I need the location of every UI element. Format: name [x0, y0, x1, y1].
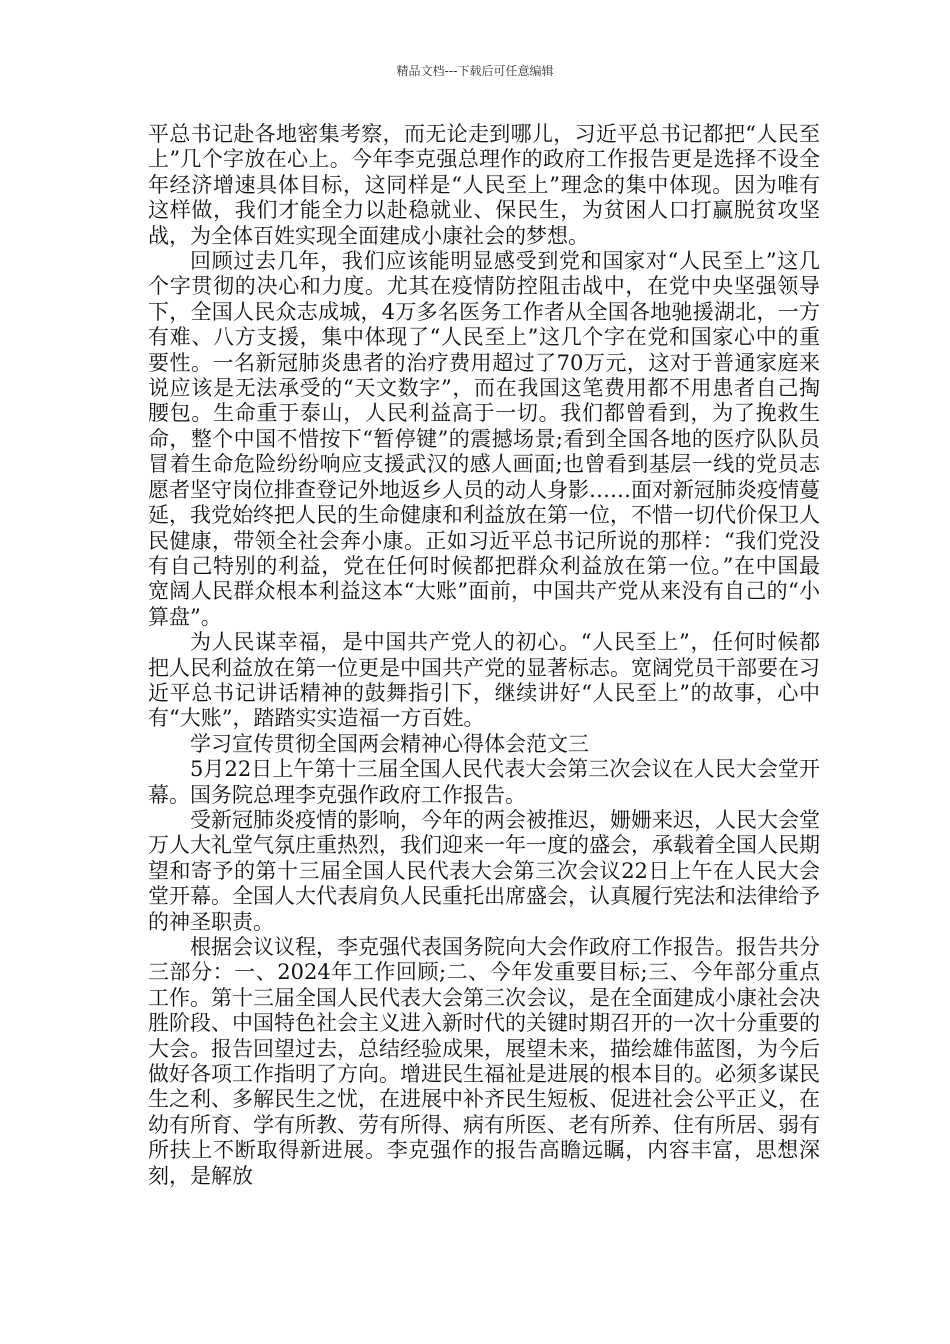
- document-body: [148, 122, 820, 1189]
- page-header: 精品文档---下载后可任意编辑: [396, 64, 554, 78]
- paragraph-4: 5月22日上午第十三届全国人民代表大会第三次会议在人民大会堂开幕。国务院总理李克强作政府工作报告。: [148, 757, 820, 807]
- paragraph-6: 根据会议议程，李克强代表国务院向大会作政府工作报告。报告共分三部分：一、2024年工作回顾;二、今年发重要目标;三、今年部分重点工作。第十三届全国人民代表大会第三次会议，是在全面建成小康社会决胜阶段、中国特色社会主义进入新时代的关键时期召开的一次十分重要的大会。报告回望过去，总结经验成果，展望未来，描绘雄伟蓝图，为今后做好各项工作指明了方向。增进民生福祉是进展的根本目的。必须多谋民生之利、多解民生之忧，在进展中补齐民生短板、促进社会公平正义，在幼有所育、学有所教、劳有所得、病有所医、老有所养、住有所居、弱有所扶上不断取得新进展。李克强作的报告高瞻远瞩，内容丰富，思想深刻，是解放: [148, 935, 820, 1188]
- paragraph-3: 为人民谋幸福，是中国共产党人的初心。“人民至上”，任何时候都把人民利益放在第一位更是中国共产党的显著标志。宽阔党员干部要在习近平总书记讲话精神的鼓舞指引下，继续讲好“人民至上”的故事，心中有“大账”，踏踏实实造福一方百姓。: [148, 630, 820, 731]
- paragraph-1: 平总书记赴各地密集考察，而无论走到哪儿，习近平总书记都把“人民至上”几个字放在心上。今年李克强总理作的政府工作报告更是选择不设全年经济增速具体目标，这同样是“人民至上”理念的集中体现。因为唯有这样做，我们才能全力以赴稳就业、保民生，为贫困人口打赢脱贫攻坚战，为全体百姓实现全面建成小康社会的梦想。: [148, 122, 820, 248]
- paragraph-5: 受新冠肺炎疫情的影响，今年的两会被推迟，姗姗来迟，人民大会堂万人大礼堂气氛庄重热烈，我们迎来一年一度的盛会，承载着全国人民期望和寄予的第十三届全国人民代表大会第三次会议22日上午在人民大会堂开幕。全国人大代表肩负人民重托出席盛会，认真履行宪法和法律给予的神圣职责。: [148, 807, 820, 934]
- paragraph-2: 回顾过去几年，我们应该能明显感受到党和国家对“人民至上”这几个字贯彻的决心和力度。尤其在疫情防控阻击战中，在党中央坚强领导下，全国人民众志成城，4万多名医务工作者从全国各地驰援湖北，一方有难、八方支援，集中体现了“人民至上”这几个字在党和国家心中的重要性。一名新冠肺炎患者的治疗费用超过了70万元，这对于普通家庭来说应该是无法承受的“天文数字”，而在我国这笔费用都不用患者自己掏腰包。生命重于泰山，人民利益高于一切。我们都曾看到，为了挽救生命，整个中国不惜按下“暂停键”的震撼场景;看到全国各地的医疗队队员冒着生命危险纷纷响应支援武汉的感人画面;也曾看到基层一线的党员志愿者坚守岗位排查登记外地返乡人员的动人身影……面对新冠肺炎疫情蔓延，我党始终把人民的生命健康和利益放在第一位，不惜一切代价保卫人民健康，带领全社会奔小康。正如习近平总书记所说的那样：“我们党没有自己特别的利益，党在任何时候都把群众利益放在第一位。”在中国最宽阔人民群众根本利益这本“大账”面前，中国共产党从来没有自己的“小算盘”。: [148, 249, 820, 629]
- section-heading: 学习宣传贯彻全国两会精神心得体会范文三: [190, 731, 589, 756]
